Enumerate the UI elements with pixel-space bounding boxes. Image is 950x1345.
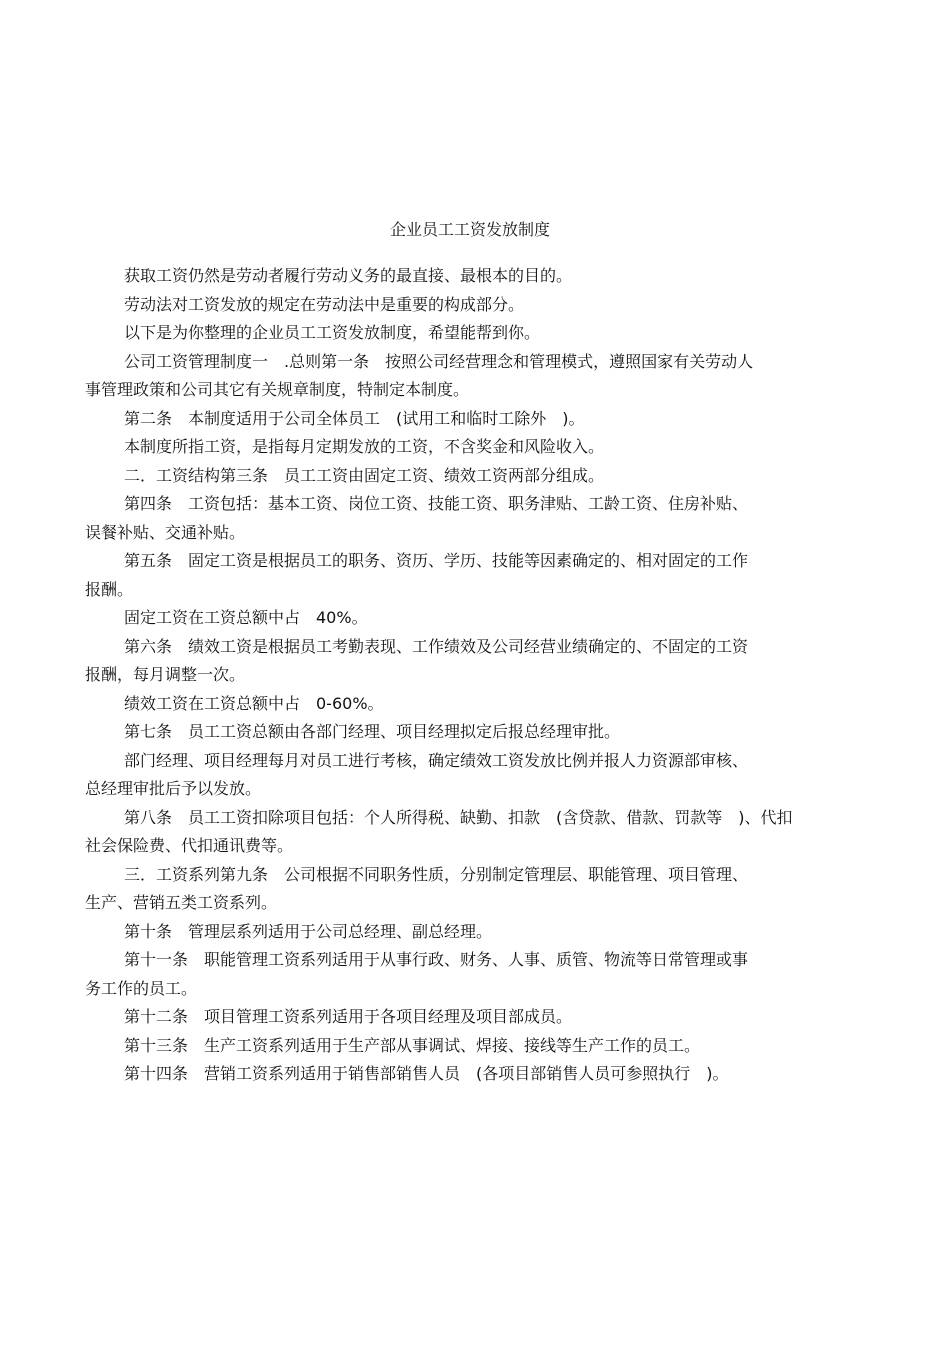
paragraph-line: 第十条 管理层系列适用于公司总经理、副总经理。 (124, 921, 493, 941)
paragraph-line: 第八条 员工工资扣除项目包括：个人所得税、缺勤、扣款 (含贷款、借款、罚款等 )、代扣 (124, 807, 793, 827)
paragraph-line: 第十三条 生产工资系列适用于生产部从事调试、焊接、接线等生产工作的员工。 (124, 1035, 701, 1055)
paragraph (85, 547, 875, 604)
paragraph (85, 291, 875, 320)
paragraph (85, 490, 875, 547)
paragraph (85, 262, 875, 291)
paragraph (85, 1003, 875, 1032)
paragraph-line: 获取工资仍然是劳动者履行劳动义务的最直接、最根本的目的。 (124, 266, 573, 285)
paragraph-line: 务工作的员工。 (85, 978, 198, 998)
paragraph (85, 861, 875, 918)
paragraph (85, 633, 875, 690)
paragraph-line: 第六条 绩效工资是根据员工考勤表现、工作绩效及公司经营业绩确定的、不固定的工资 (124, 636, 749, 656)
paragraph-line: 第十二条 项目管理工资系列适用于各项目经理及项目部成员。 (124, 1007, 573, 1026)
paragraph-line: 第四条 工资包括：基本工资、岗位工资、技能工资、职务津贴、工龄工资、住房补贴、 (124, 494, 749, 513)
paragraph (85, 405, 875, 434)
paragraph-line: 二．工资结构第三条 员工工资由固定工资、绩效工资两部分组成。 (124, 465, 605, 485)
paragraph-line: 第十四条 营销工资系列适用于销售部销售人员 (各项目部销售人员可参照执行 )。 (124, 1064, 729, 1083)
paragraph-line: 生产、营销五类工资系列。 (85, 893, 278, 912)
paragraph-line: 固定工资在工资总额中占 40%。 (124, 608, 368, 627)
paragraph (85, 433, 875, 462)
paragraph-line: 第七条 员工工资总额由各部门经理、项目经理拟定后报总经理审批。 (124, 722, 621, 741)
document-body (85, 262, 875, 1089)
paragraph-line: 三．工资系列第九条 公司根据不同职务性质，分别制定管理层、职能管理、项目管理、 (124, 864, 749, 884)
paragraph (85, 747, 875, 804)
paragraph-line: 部门经理、项目经理每月对员工进行考核，确定绩效工资发放比例并报人力资源部审核、 (124, 750, 749, 770)
paragraph-line: 报酬。 (85, 579, 134, 599)
paragraph (85, 604, 875, 633)
paragraph (85, 718, 875, 747)
paragraph (85, 348, 875, 405)
paragraph-line: 误餐补贴、交通补贴。 (85, 522, 246, 542)
paragraph-line: 事管理政策和公司其它有关规章制度，特制定本制度。 (85, 380, 470, 399)
paragraph (85, 690, 875, 719)
paragraph-line: 劳动法对工资发放的规定在劳动法中是重要的构成部分。 (124, 294, 525, 314)
paragraph (85, 918, 875, 947)
paragraph-line: 第十一条 职能管理工资系列适用于从事行政、财务、人事、质管、物流等日常管理或事 (124, 950, 749, 969)
paragraph-line: 本制度所指工资，是指每月定期发放的工资，不含奖金和风险收入。 (124, 437, 605, 456)
paragraph (85, 946, 875, 1003)
paragraph (85, 1032, 875, 1061)
paragraph-line: 总经理审批后予以发放。 (85, 779, 262, 798)
paragraph-line: 以下是为你整理的企业员工工资发放制度，希望能帮到你。 (124, 323, 541, 342)
paragraph-line: 报酬，每月调整一次。 (85, 665, 246, 684)
paragraph (85, 319, 875, 348)
paragraph-line: 公司工资管理制度一 .总则第一条 按照公司经营理念和管理模式，遵照国家有关劳动人 (124, 351, 754, 371)
paragraph-line: 绩效工资在工资总额中占 0-60%。 (124, 693, 384, 713)
paragraph (85, 1060, 875, 1089)
paragraph-line: 社会保险费、代扣通讯费等。 (85, 836, 294, 855)
document-title: 企业员工工资发放制度 (389, 220, 550, 239)
paragraph (85, 462, 875, 491)
paragraph-line: 第五条 固定工资是根据员工的职务、资历、学历、技能等因素确定的、相对固定的工作 (124, 551, 749, 570)
paragraph (85, 804, 875, 861)
paragraph-line: 第二条 本制度适用于公司全体员工 (试用工和临时工除外 )。 (124, 408, 585, 428)
